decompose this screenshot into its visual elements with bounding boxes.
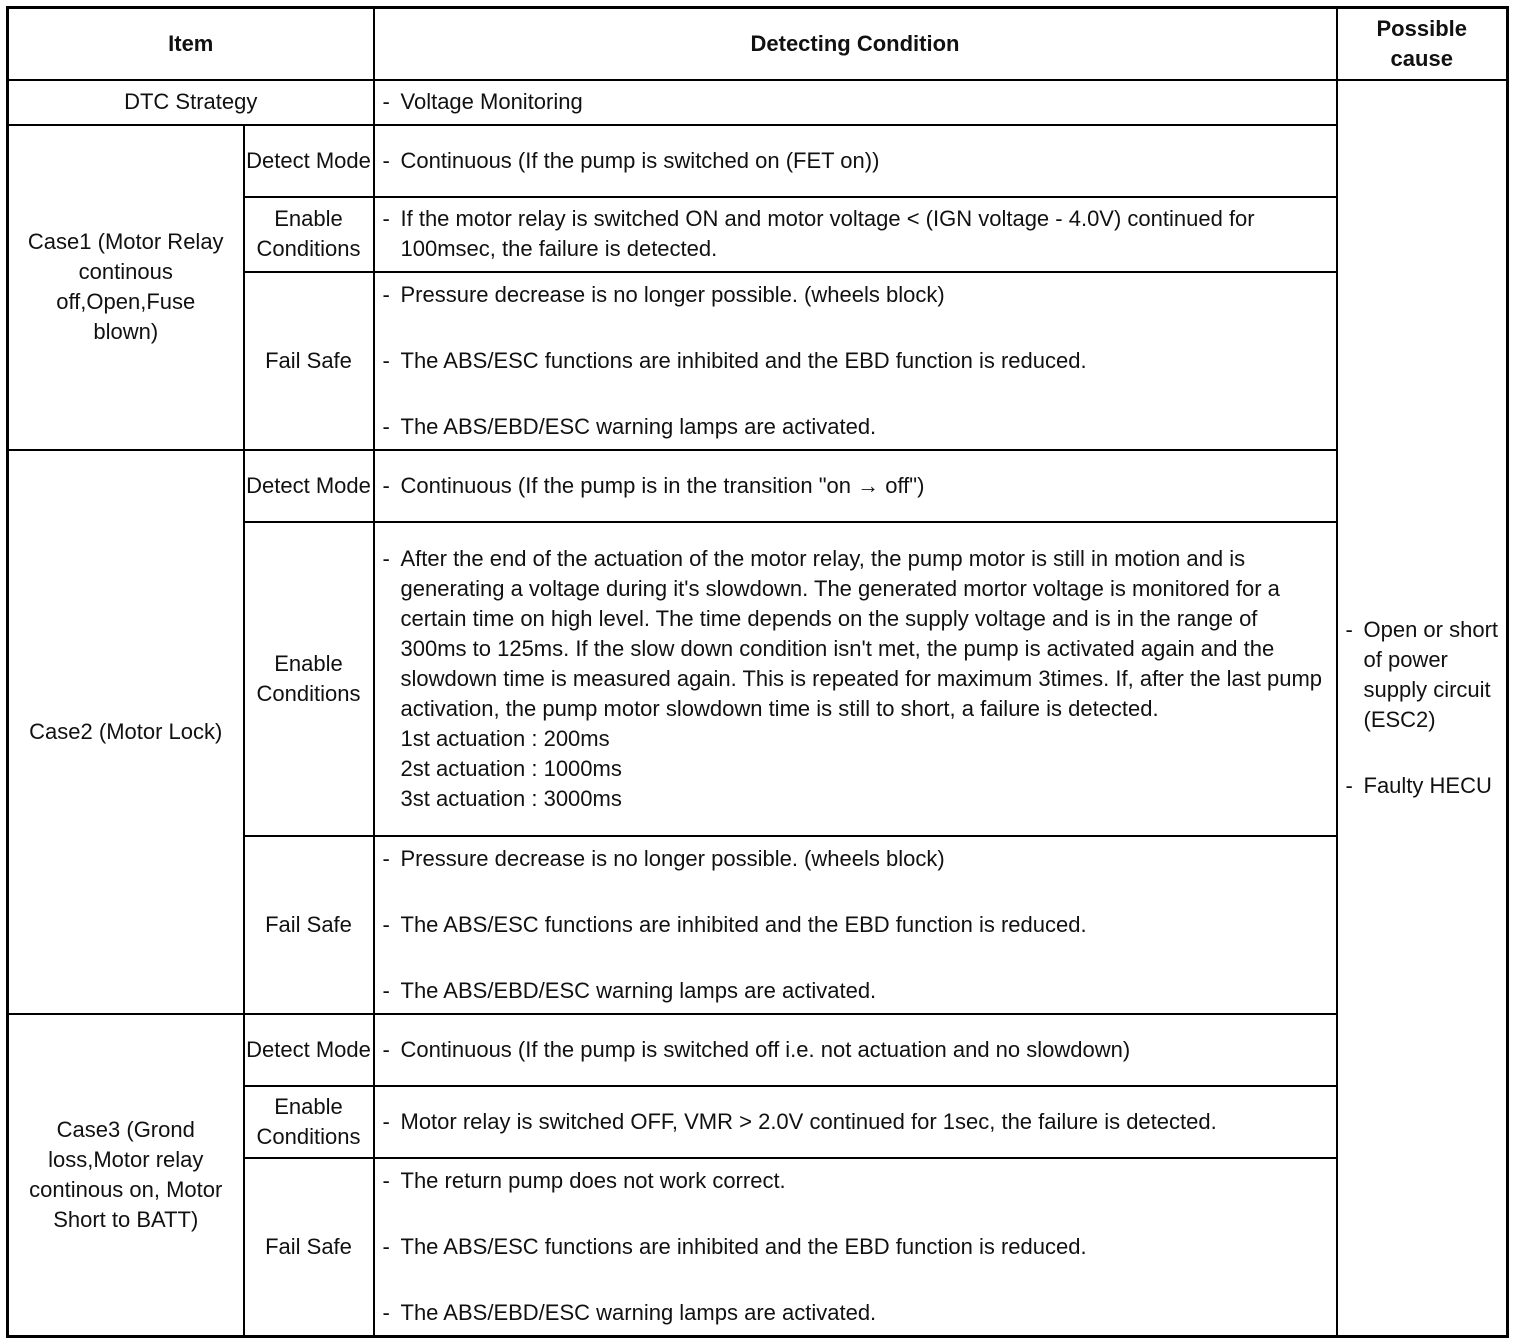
case1-detect-row <box>8 125 1508 197</box>
case3-enable-value: - Motor relay is switched OFF, VMR > 2.0V continued for 1sec, the failure is detected. <box>374 1086 1337 1158</box>
cause-item: - Faulty HECU <box>1345 772 1492 798</box>
case3-detect-label: Detect Mode <box>244 1014 374 1086</box>
actuation-line: 3st actuation : 3000ms <box>400 785 622 811</box>
case1-failsafe-label: Fail Safe <box>244 272 374 450</box>
possible-cause-cell <box>1337 80 1508 1337</box>
case3-label: Case3 (Grond loss,Motor relay continous on, Motor Short to BATT) <box>8 1014 244 1336</box>
case2-detect-value: - Continuous (If the pump is in the transition "on → off") <box>374 450 1337 522</box>
case3-enable-label: Enable Conditions <box>244 1086 374 1158</box>
case2-label: Case2 (Motor Lock) <box>8 450 244 1014</box>
header-cause: Possible cause <box>1337 8 1508 80</box>
case3-failsafe-label: Fail Safe <box>244 1158 374 1336</box>
case1-detect-label: Detect Mode <box>244 125 374 197</box>
case1-failsafe-value: - Pressure decrease is no longer possible. (wheels block) - The ABS/ESC functions are inhibited and the EBD function is reduced. - The ABS/EBD/ESC warning lamps are activated. <box>374 272 1337 450</box>
header-item: Item <box>8 8 374 80</box>
case3-failsafe-value: - The return pump does not work correct. - The ABS/ESC functions are inhibited and the EBD function is reduced. - The ABS/EBD/ESC warning lamps are activated. <box>374 1158 1337 1336</box>
dtc-table <box>6 6 1509 1338</box>
strategy-value: - Voltage Monitoring <box>374 80 1337 125</box>
case2-detect-row <box>8 450 1508 522</box>
case3-detect-row <box>8 1014 1508 1086</box>
case2-failsafe-label: Fail Safe <box>244 836 374 1014</box>
case3-detect-value: - Continuous (If the pump is switched off i.e. not actuation and no slowdown) <box>374 1014 1337 1086</box>
cause-item: - Open or short of power supply circuit (ESC2) <box>1345 616 1499 732</box>
case1-enable-label: Enable Conditions <box>244 197 374 272</box>
header-condition: Detecting Condition <box>374 8 1337 80</box>
case1-label: Case1 (Motor Relay continous off,Open,Fuse blown) <box>8 125 244 450</box>
strategy-row <box>8 80 1508 125</box>
actuation-line: 1st actuation : 200ms <box>400 725 610 751</box>
case2-detect-label: Detect Mode <box>244 450 374 522</box>
header-row <box>8 8 1508 80</box>
case2-failsafe-value: - Pressure decrease is no longer possible. (wheels block) - The ABS/ESC functions are inhibited and the EBD function is reduced. - The ABS/EBD/ESC warning lamps are activated. <box>374 836 1337 1014</box>
case1-detect-value: - Continuous (If the pump is switched on (FET on)) <box>374 125 1337 197</box>
case2-enable-value: - After the end of the actuation of the motor relay, the pump motor is still in motion and is generating a voltage during it's slowdown. The generated mortor voltage is monitored for a certain time on high level. The time depends on the supply voltage and is in the range of 300ms to 125ms. If the slow down condition isn't met, the pump is activated again and the slowdown time is measured again. This is repeated for maximum 3times. If, after the last pump activation, the pump motor slowdown time is still to short, a failure is detected. 1st actuation : 200ms 2st actuation : 1000ms 3st actuation : 3000ms <box>374 522 1337 836</box>
case1-enable-value: - If the motor relay is switched ON and motor voltage < (IGN voltage - 4.0V) continued for 100msec, the failure is detected. <box>374 197 1337 272</box>
actuation-line: 2st actuation : 1000ms <box>400 755 622 781</box>
strategy-label: DTC Strategy <box>8 80 374 125</box>
case2-enable-label: Enable Conditions <box>244 522 374 836</box>
